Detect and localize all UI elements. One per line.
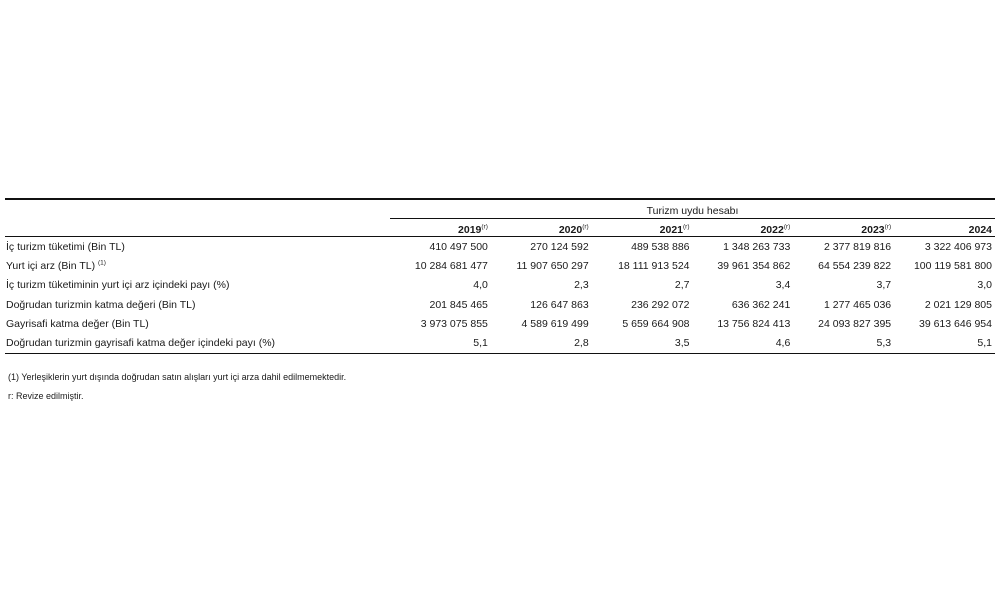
table-row	[5, 256, 995, 275]
table-cell: 1 348 263 733	[723, 240, 791, 253]
revision-note: r: Revize edilmiştir.	[8, 391, 84, 401]
table-cell: 24 093 827 395	[818, 317, 892, 330]
table-notes	[8, 368, 346, 406]
table-cell: 2 021 129 805	[924, 298, 992, 311]
table-cell: 489 538 886	[631, 240, 690, 253]
row-label: İç turizm tüketimi (Bin TL)	[6, 240, 125, 253]
column-header-year: 2021$^{(r)}$	[592, 219, 693, 237]
table-cell: 4,0	[473, 279, 488, 292]
table-cell: 11 907 650 297	[516, 259, 589, 272]
table-row	[5, 276, 995, 295]
table-cell: 3,5	[592, 333, 693, 353]
table-cell: 126 647 863	[530, 298, 589, 311]
table-cell: 3,0	[977, 279, 992, 292]
tourism-satellite-account-table-container	[5, 198, 995, 354]
table-cell: 18 111 913 524	[618, 259, 690, 272]
row-label: Doğrudan turizmin katma değeri (Bin TL)	[6, 298, 196, 311]
table-cell: 3 322 406 973	[924, 240, 992, 253]
table-cell: 3,4	[775, 279, 791, 292]
table-cell: 64 554 239 822	[818, 259, 892, 272]
table-row	[5, 333, 995, 353]
column-header-year: 2019$^{(r)}$	[390, 219, 491, 237]
table-cell: 3,7	[876, 279, 892, 292]
table-cell: 236 292 072	[631, 298, 690, 311]
row-label: Doğrudan turizmin gayrisafi katma değer içindeki payı (%)	[5, 333, 390, 353]
footnote-1: (1) Yerleşiklerin yurt dışında doğrudan satın alışları yurt içi arza dahil edilmemektedir.	[8, 372, 347, 382]
table-row	[5, 295, 995, 314]
table-cell: 13 756 824 413	[717, 317, 791, 330]
column-header-year: 2020$^{(r)}$	[491, 219, 592, 237]
table-cell: 3 973 075 855	[420, 317, 488, 330]
table-cell: 5 659 664 908	[622, 317, 690, 330]
table-cell: 10 284 681 477	[414, 259, 488, 272]
table-cell: 39 961 354 862	[717, 259, 791, 272]
table-cell: 636 362 241	[731, 298, 791, 311]
table-cell: 1 277 465 036	[823, 298, 892, 311]
table-cell: 5,1	[894, 333, 995, 353]
column-header-year: 2022$^{(r)}$	[693, 219, 794, 237]
table-cell: 410 497 500	[429, 240, 488, 253]
table-cell: 5,1	[390, 333, 491, 353]
table-cell: 4 589 619 499	[521, 317, 589, 330]
table-row	[5, 237, 995, 257]
year-header-row	[5, 219, 995, 237]
group-header-spacer	[5, 200, 390, 219]
column-header-year: 2024	[894, 219, 995, 237]
table-cell: 100 119 581 800	[913, 259, 992, 272]
row-label: Yurt içi arz (Bin TL) $^{(1)}$	[6, 259, 106, 272]
table-cell: 270 124 592	[530, 240, 589, 253]
table-cell: 2,7	[674, 279, 690, 292]
row-label: İç turizm tüketiminin yurt içi arz içindeki payı (%)	[6, 279, 230, 292]
row-label: Gayrisafi katma değer (Bin TL)	[6, 317, 149, 330]
table-cell: 2 377 819 816	[823, 240, 892, 253]
table-cell: 5,3	[793, 333, 894, 353]
tourism-satellite-account-table	[5, 198, 995, 354]
group-header: Turizm uydu hesabı	[390, 200, 995, 219]
column-header-year: 2023$^{(r)}$	[793, 219, 894, 237]
table-cell: 2,8	[491, 333, 592, 353]
table-cell: 39 613 646 954	[919, 317, 992, 330]
table-cell: 201 845 465	[429, 298, 488, 311]
group-header-row	[5, 200, 995, 219]
table-cell: 2,3	[574, 279, 589, 292]
table-row	[5, 314, 995, 333]
table-cell: 4,6	[693, 333, 794, 353]
row-label-header	[5, 219, 390, 237]
